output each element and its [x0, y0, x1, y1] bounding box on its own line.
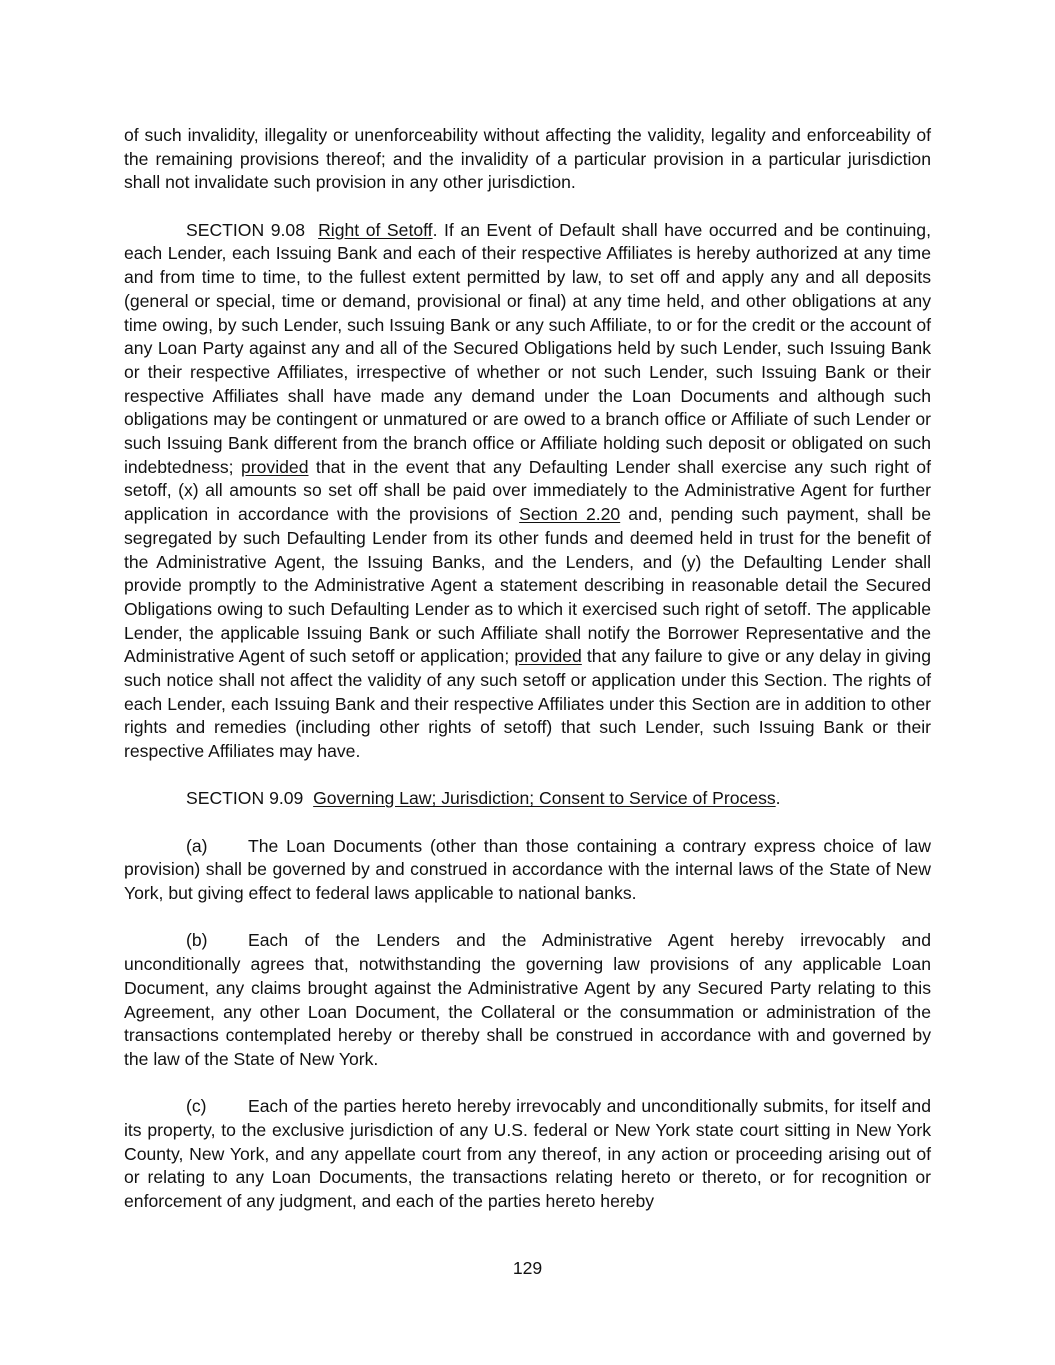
subsection-a [124, 835, 931, 906]
subsection-c [124, 1095, 931, 1214]
provided-term: provided [514, 646, 582, 667]
section-heading: Governing Law; Jurisdiction; Consent to Service of Process [313, 788, 776, 809]
section-text: . If an Event of Default shall have occurred and be continuing, each Lender, each Issuing Bank and each of their respective Affiliates is hereby authorized at any time and from time to time, to the fullest extent permitted by law, to set off and apply any and all deposits (general or special, time or demand, provisional or final) at any time held, and other obligations at any time owing, by such Lender, such Issuing Bank or any such Affiliate, to or for the credit or the account of any Loan Party against any and all of the Secured Obligations held by such Lender, such Issuing Bank or their respective Affiliates, irrespective of whether or not such Lender, such Issuing Bank or their respective Affiliates shall have made any demand under the Loan Documents and although such obligations may be contingent or unmatured or are owed to a branch office or Affiliate of such Lender or such Issuing Bank different from the branch office or Affiliate holding such deposit or obligated on such indebtedness; [124, 219, 931, 477]
provided-term: provided [241, 456, 309, 477]
section-number: SECTION 9.08 [186, 219, 305, 240]
subsection-label: (a) [186, 835, 208, 856]
section-text: that in the event that any Defaulting Lender shall exercise any such right of setoff, (x) all amounts so set off shall be paid over immediately to the Administrative Agent for further application in accordance with the provisions of [124, 456, 931, 525]
section-9-09 [124, 787, 931, 811]
subsection-b [124, 929, 931, 1071]
section-text: that any failure to give or any delay in giving such notice shall not affect the validity of any such setoff or application under this Section. The rights of each Lender, each Issuing Bank and their respective Affiliates under this Section are in addition to other rights and remedies (including other rights of setoff) that such Lender, such Issuing Bank or their respective Affiliates may have. [124, 646, 931, 762]
section-heading-period: . [775, 788, 781, 809]
section-9-08 [124, 219, 931, 764]
section-heading: Right of Setoff [318, 219, 433, 240]
page-number: 129 [512, 1258, 543, 1278]
subsection-text: Each of the parties hereto hereby irrevocably and unconditionally submits, for itself and its property, to the exclusive jurisdiction of any U.S. federal or New York state court sitting in New York County, New York, and any appellate court from any thereof, in any action or proceeding arising out of or relating to any Loan Documents, the transactions relating hereto or thereto, or for recognition or enforcement of any judgment, and each of the parties hereto hereby [124, 1096, 931, 1212]
subsection-text: Each of the Lenders and the Administrative Agent hereby irrevocably and unconditionally agrees that, notwithstanding the governing law provisions of any applicable Loan Document, any claims brought against the Administrative Agent by any Secured Party relating to this Agreement, any other Loan Document, the Collateral or the consummation or administration of the transactions contemplated hereby or thereby shall be construed in accordance with and governed by the law of the State of New York. [124, 930, 931, 1069]
subsection-text: The Loan Documents (other than those containing a contrary express choice of law provision) shall be governed by and construed in accordance with the internal laws of the State of New York, but giving effect to federal laws applicable to national banks. [124, 835, 931, 904]
subsection-label: (c) [186, 1096, 207, 1117]
document-page [124, 124, 931, 1237]
subsection-label: (b) [186, 930, 208, 951]
section-reference: Section 2.20 [519, 504, 621, 525]
paragraph-continuation: of such invalidity, illegality or unenforceability without affecting the validity, legality and enforceability of the remaining provisions thereof; and the invalidity of a particular provision in a particular jurisdiction shall not invalidate such provision in any other jurisdiction. [124, 125, 931, 193]
section-number: SECTION 9.09 [186, 788, 304, 809]
section-text: and, pending such payment, shall be segregated by such Defaulting Lender from its other funds and deemed held in trust for the benefit of the Administrative Agent, the Issuing Banks, and the Lenders, and (y) the Defaulting Lender shall provide promptly to the Administrative Agent a statement describing in reasonable detail the Secured Obligations owing to such Defaulting Lender as to which it exercised such right of setoff. The applicable Lender, the applicable Issuing Bank or such Affiliate shall notify the Borrower Representative and the Administrative Agent of such setoff or application; [124, 504, 931, 667]
